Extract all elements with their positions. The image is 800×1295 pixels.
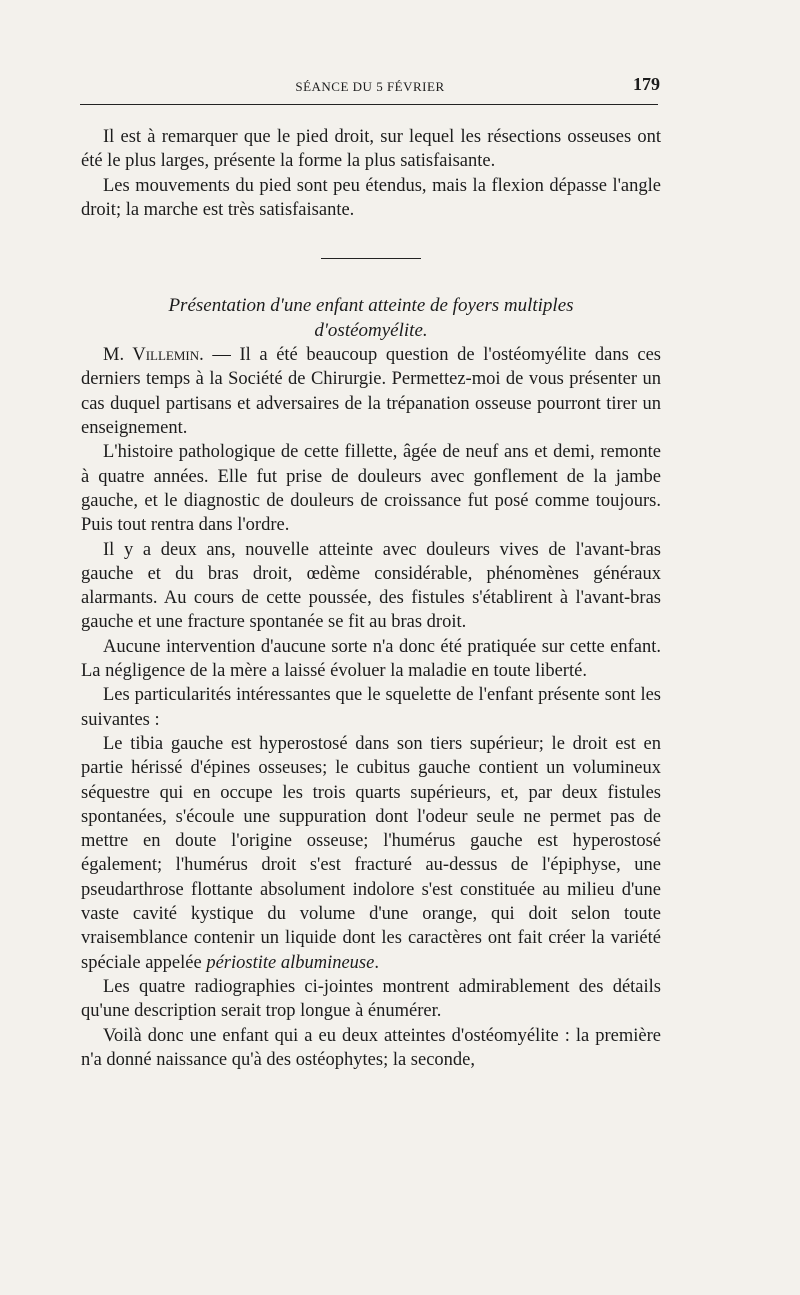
paragraph: Aucune intervention d'aucune sorte n'a donc été pratiquée sur cette enfant. La négligence de la mère a laissé évoluer la maladie en toute liberté. [81, 636, 661, 682]
paragraph: Voilà donc une enfant qui a eu deux atteintes d'ostéomyélite : la première n'a donné naissance qu'à des ostéophytes; la seconde, [81, 1025, 661, 1070]
paragraph-text: — Il a été beaucoup question de l'ostéomyélite dans ces derniers temps à la Société de Chirurgie. Permettez-moi de vous présenter un cas duquel partisans et adversaires de la trépanation osseuse pourront tirer un enseignement. [81, 345, 661, 439]
speaker-name: M. Villemin. [103, 345, 204, 366]
page-number: 179 [633, 74, 660, 94]
paragraph [81, 732, 661, 975]
section-title [81, 293, 661, 343]
paragraph [81, 343, 661, 440]
header-rule [80, 104, 658, 105]
paragraph: Les particularités intéressantes que le squelette de l'enfant présente sont les suivantes : [81, 685, 661, 730]
paragraph: Il est à remarquer que le pied droit, sur lequel les résections osseuses ont été le plus larges, présente la forme la plus satisfaisante. [81, 127, 661, 172]
paragraph: L'histoire pathologique de cette fillette, âgée de neuf ans et demi, remonte à quatre années. Elle fut prise de douleurs avec gonflement de la jambe gauche, et le diagnostic de douleurs de croissance fut posé comme toujours. Puis tout rentra dans l'ordre. [81, 442, 661, 536]
paragraph-text: Le tibia gauche est hyperostosé dans son tiers supérieur; le droit est en partie hérissé d'épines osseuses; le cubitus gauche contient un volumineux séquestre qui en occupe les trois quarts supérieurs, et, par deux fistules spontanées, s'écoule une suppuration dont l'odeur seule ne permet pas de mettre en doute l'origine osseuse; l'humérus gauche est hyperostosé également; l'humérus droit s'est fracturé au-dessus de l'épiphyse, une pseudarthrose flottante absolument indolore s'est constituée au milieu d'une vaste cavité kystique du volume d'une orange, qui doit selon toute vraisemblance contenir un liquide dont les caractères ont fait créer la variété spéciale appelée [81, 733, 661, 973]
section-title-line-2: d'ostéomyélite. [314, 320, 428, 342]
page-body [81, 125, 661, 1072]
running-head [80, 74, 660, 98]
section-title-line-1: Présentation d'une enfant atteinte de foyers multiples [168, 295, 574, 317]
running-title: SÉANCE DU 5 FÉVRIER [295, 79, 445, 94]
paragraph: Il y a deux ans, nouvelle atteinte avec douleurs vives de l'avant-bras gauche et du bras droit, œdème considérable, phénomènes généraux alarmants. Au cours de cette poussée, des fistules s'établirent à l'avant-bras gauche et une fracture spontanée se fit au bras droit. [81, 539, 661, 633]
paragraph-text-end: . [374, 952, 379, 973]
paragraph: Les mouvements du pied sont peu étendus, mais la flexion dépasse l'angle droit; la marche est très satisfaisante. [81, 175, 661, 220]
section-separator-rule [321, 258, 421, 259]
italic-term: périostite albumineuse [206, 952, 375, 973]
paragraph: Les quatre radiographies ci-jointes montrent admirablement des détails qu'une description serait trop longue à énumérer. [81, 976, 661, 1022]
